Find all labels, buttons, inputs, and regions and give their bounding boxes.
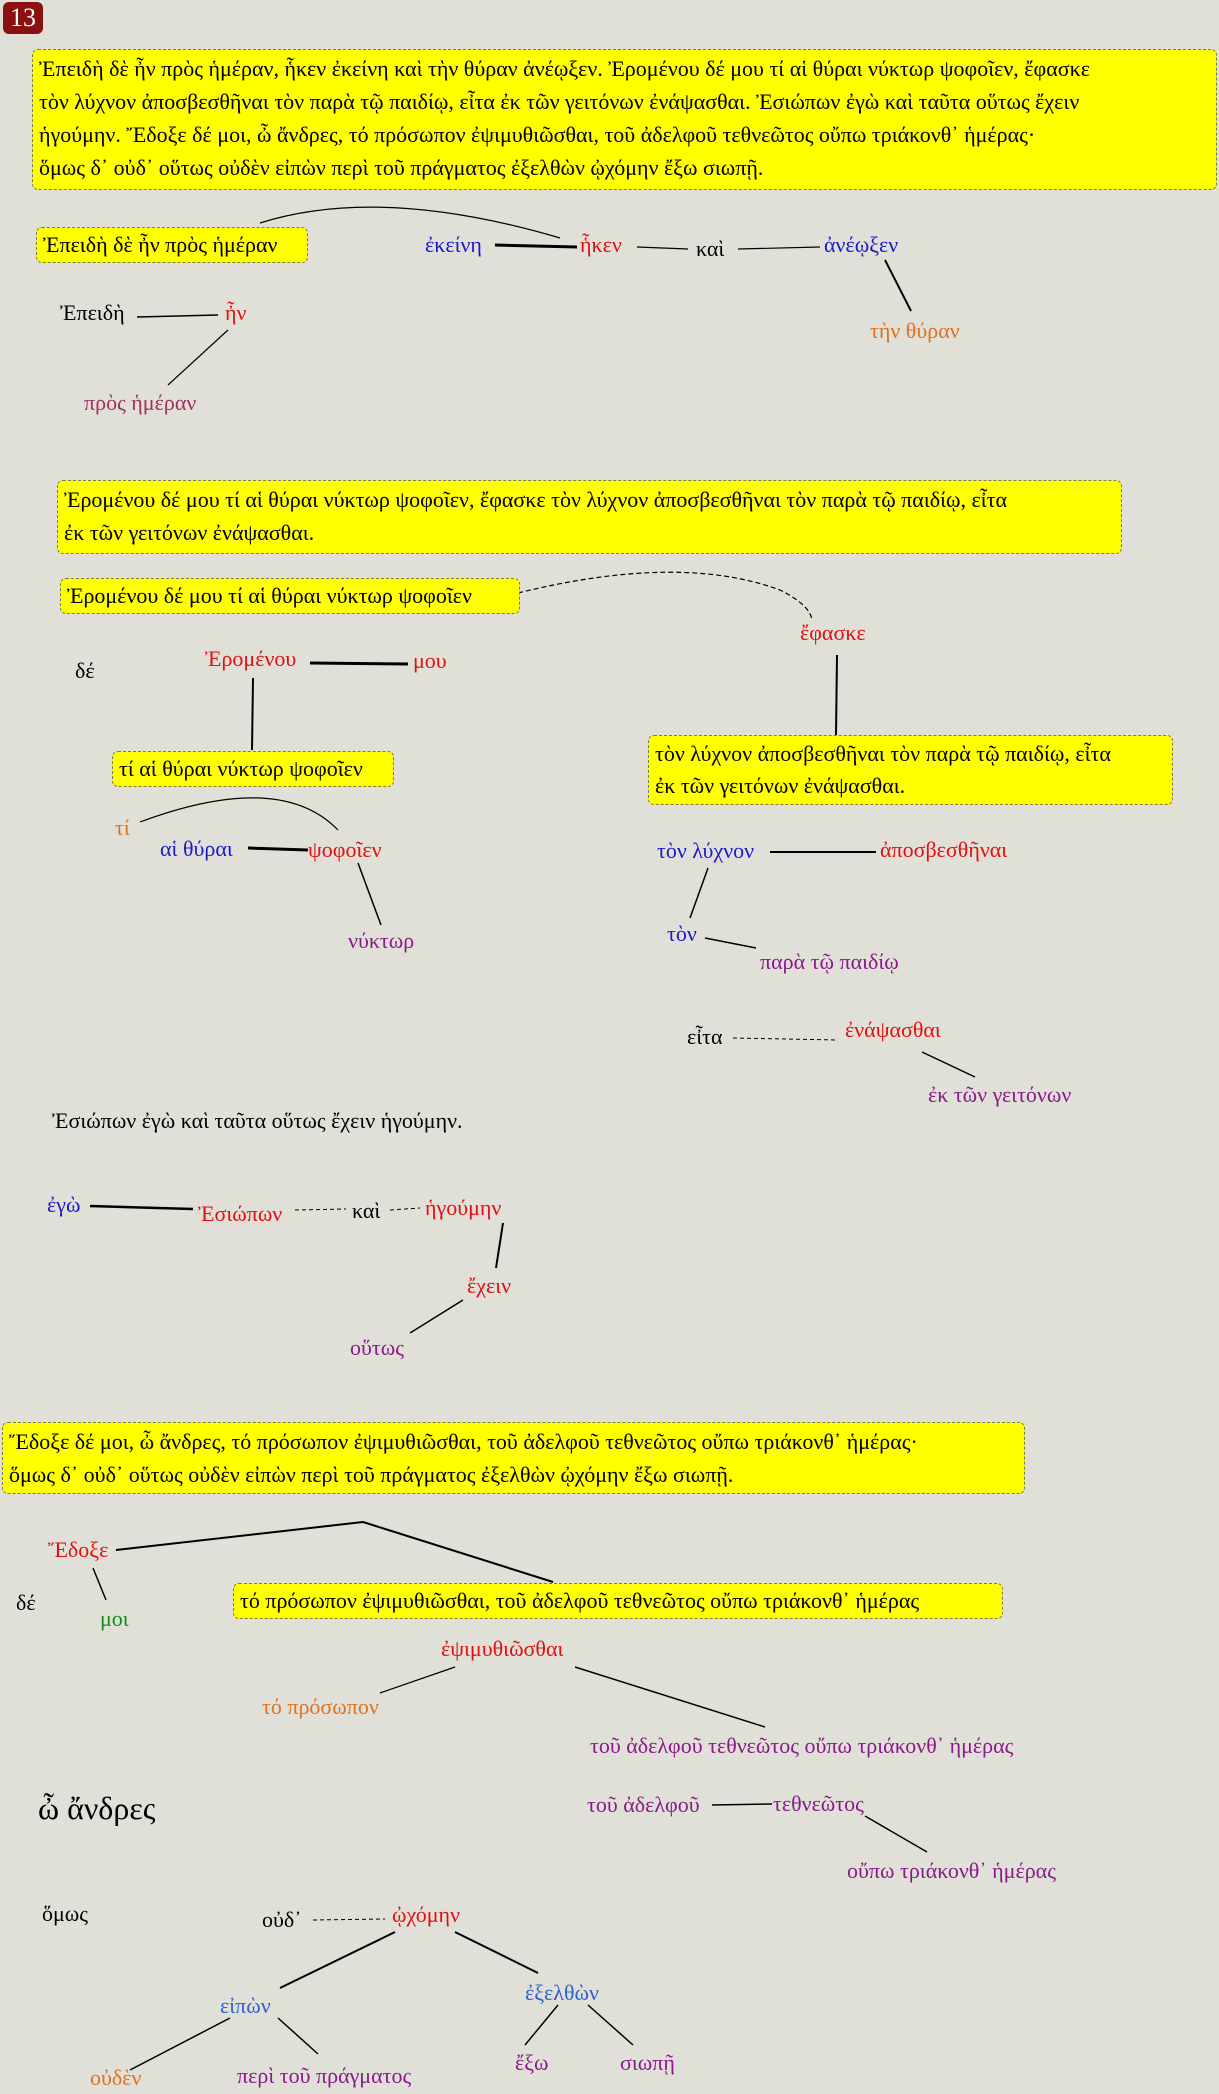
full-passage-box xyxy=(32,49,1217,190)
s3-sentence: Ἐσιώπων ἐγὼ καὶ ταῦτα οὕτως ἔχειν ἡγούμην. xyxy=(52,1108,463,1133)
s2-psophoien: ψοφοῖεν xyxy=(308,837,382,862)
s2-nyktor: νύκτωρ xyxy=(348,928,415,953)
s2-eita: εἶτα xyxy=(687,1024,723,1049)
s2-enapsasthai: ἐνάψασθαι xyxy=(845,1017,941,1042)
s4-eipon: εἰπὼν xyxy=(220,1993,271,2018)
s4-peri: περὶ τοῦ πράγματος xyxy=(237,2063,412,2088)
s4-to-prosopon: τό πρόσωπον xyxy=(262,1694,379,1719)
s3-kai: καὶ xyxy=(352,1198,381,1223)
passage-line-3: ἡγούμην. Ἔδοξε δέ μοι, ὦ ἄνδρες, τό πρόσωπον ἐψιμυθιῶσθαι, τοῦ ἀδελφοῦ τεθνεῶτος οὔπω τριάκονθ᾽ ἡμέρας· xyxy=(39,122,1036,147)
s4-sentence-box xyxy=(2,1422,1025,1494)
s2-infinitive-line-2: ἐκ τῶν γειτόνων ἐνάψασθαι. xyxy=(655,773,906,798)
s1-clause-box: Ἐπειδὴ δὲ ἦν πρὸς ἡμέραν xyxy=(36,227,308,263)
s1-heken: ἧκεν xyxy=(580,232,622,257)
s2-ton: τὸν xyxy=(667,921,697,946)
s2-clause-box: Ἐρομένου δέ μου τί αἱ θύραι νύκτωρ ψοφοῖεν xyxy=(60,578,520,614)
s2-hai-thyrai: αἱ θύραι xyxy=(160,836,233,861)
s1-aneoxen: ἀνέῳξεν xyxy=(824,232,899,257)
passage-line-1: Ἐπειδὴ δὲ ἦν πρὸς ἡμέραν, ἧκεν ἐκείνη καὶ τὴν θύραν ἀνέῳξεν. Ἐρομένου δέ μου τί αἱ θύραι νύκτωρ ψοφοῖεν, ἔφασκε xyxy=(39,56,1090,81)
s3-houtos: οὕτως xyxy=(350,1335,404,1360)
s4-epsimythiosthai: ἐψιμυθιῶσθαι xyxy=(441,1636,564,1661)
s4-siope: σιωπῇ xyxy=(620,2050,675,2075)
s2-ephaske: ἔφασκε xyxy=(800,620,866,645)
s4-oupo: οὔπω τριάκονθ᾽ ἡμέρας xyxy=(847,1858,1056,1883)
s2-ti-box: τί αἱ θύραι νύκτωρ ψοφοῖεν xyxy=(112,751,394,787)
s2-infinitive-line-1: τὸν λύχνον ἀποσβεσθῆναι τὸν παρὰ τῷ παιδίῳ, εἶτα xyxy=(655,741,1111,766)
s2-infinitive-box xyxy=(648,735,1173,805)
s2-eromenou: Ἐρομένου xyxy=(205,646,297,671)
s2-para-to-paidio: παρὰ τῷ παιδίῳ xyxy=(760,949,899,974)
s4-de: δέ xyxy=(16,1590,36,1615)
s1-kai: καὶ xyxy=(696,236,725,261)
s4-infinitive-box: τό πρόσωπον ἐψιμυθιῶσθαι, τοῦ ἀδελφοῦ τεθνεῶτος οὔπω τριάκονθ᾽ ἡμέρας xyxy=(233,1583,1003,1619)
s2-mou: μου xyxy=(413,648,447,673)
s3-esiopon: Ἐσιώπων xyxy=(198,1201,283,1226)
s2-ek-ton-geitonon: ἐκ τῶν γειτόνων xyxy=(928,1082,1072,1107)
s4-ouden: οὐδὲν xyxy=(90,2065,142,2090)
s4-tou-adelphou: τοῦ ἀδελφοῦ xyxy=(587,1792,700,1817)
passage-line-2: τὸν λύχνον ἀποσβεσθῆναι τὸν παρὰ τῷ παιδίῳ, εἶτα ἐκ τῶν γειτόνων ἐνάψασθαι. Ἐσιώπων ἐγὼ καὶ ταῦτα οὕτως ἔχειν xyxy=(39,89,1080,114)
s4-gen-absolute: τοῦ ἀδελφοῦ τεθνεῶτος οὔπω τριάκονθ᾽ ἡμέρας xyxy=(590,1733,1014,1758)
s1-en: ἦν xyxy=(225,300,247,325)
s2-sentence-line-2: ἐκ τῶν γειτόνων ἐνάψασθαι. xyxy=(64,520,315,545)
s2-de: δέ xyxy=(75,658,95,683)
s1-epeide: Ἐπειδὴ xyxy=(60,300,125,325)
s2-sentence-line-1: Ἐρομένου δέ μου τί αἱ θύραι νύκτωρ ψοφοῖεν, ἔφασκε τὸν λύχνον ἀποσβεσθῆναι τὸν παρὰ τῷ παιδίῳ, εἶτα xyxy=(64,487,1008,512)
s3-ego: ἐγὼ xyxy=(47,1192,81,1217)
s1-pros-hemeran: πρὸς ἡμέραν xyxy=(84,390,197,415)
s4-homos: ὅμως xyxy=(42,1901,88,1926)
s3-echein: ἔχειν xyxy=(467,1273,512,1298)
s2-ton-lychnon: τὸν λύχνον xyxy=(657,838,755,863)
s3-hegoumen: ἡγούμην xyxy=(425,1195,502,1220)
s4-edoxe: Ἔδοξε xyxy=(48,1537,109,1562)
s4-exo: ἔξω xyxy=(515,2050,549,2075)
s1-ekeini: ἐκείνη xyxy=(425,232,482,257)
s2-aposbesthenai: ἀποσβεσθῆναι xyxy=(880,837,1008,862)
passage-line-4: ὅμως δ᾽ οὐδ᾽ οὕτως οὐδὲν εἰπὼν περὶ τοῦ πράγματος ἐξελθὼν ᾠχόμην ἔξω σιωπῇ. xyxy=(39,155,764,180)
s1-ten-thyran: τὴν θύραν xyxy=(870,318,960,343)
s2-sentence-box xyxy=(57,480,1122,554)
s4-moi: μοι xyxy=(100,1606,129,1631)
s4-tethneotos: τεθνεῶτος xyxy=(773,1791,864,1816)
s4-exelthon: ἐξελθὼν xyxy=(525,1980,599,2005)
passage-number-badge: 13 xyxy=(3,2,43,34)
s4-o-andres: ὦ ἄνδρες xyxy=(38,1790,156,1826)
s2-ti: τί xyxy=(115,815,130,840)
s4-oud: οὐδ᾽ xyxy=(262,1907,302,1932)
s4-ochomen: ᾠχόμην xyxy=(392,1902,461,1927)
s4-sentence-line-1: Ἔδοξε δέ μοι, ὦ ἄνδρες, τό πρόσωπον ἐψιμυθιῶσθαι, τοῦ ἀδελφοῦ τεθνεῶτος οὔπω τριάκονθ᾽ ἡμέρας· xyxy=(9,1429,918,1454)
s4-sentence-line-2: ὅμως δ᾽ οὐδ᾽ οὕτως οὐδὲν εἰπὼν περὶ τοῦ πράγματος ἐξελθὼν ᾠχόμην ἔξω σιωπῇ. xyxy=(9,1462,734,1487)
